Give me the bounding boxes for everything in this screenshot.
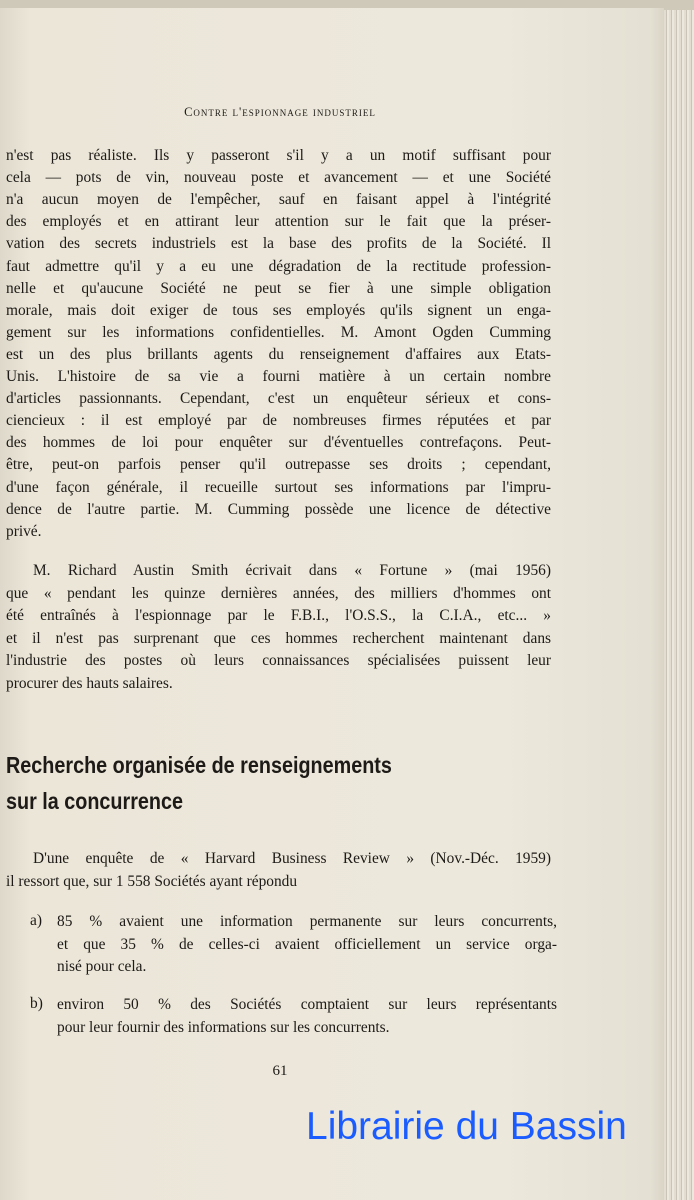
text-line: privé.: [6, 522, 42, 540]
text-line: et il n'est pas surprenant que ces hommes recherchent maintenant dans: [6, 629, 551, 647]
text-line: D'une enquête de « Harvard Business Review » (Nov.-Déc. 1959): [33, 850, 551, 867]
text-line: est un des plus brillants agents du renseignement d'affaires aux Etats-: [6, 345, 551, 363]
list-marker-a: a): [30, 912, 42, 929]
section-heading-line-1: Recherche organisée de renseignements: [6, 752, 392, 778]
text-line: ciencieux : il est employé par de nombreuses firmes réputées et par: [6, 412, 551, 430]
text-line: été entraînés à l'espionnage par le F.B.I., l'O.S.S., la C.I.A., etc... »: [6, 607, 551, 625]
text-line: d'articles passionnants. Cependant, c'est un enquêteur sérieux et cons-: [6, 390, 551, 408]
text-line: morale, mais doit exiger de tous ses employés qu'ils signent un enga-: [6, 301, 551, 319]
text-line: et que 35 % de celles-ci avaient officiellement un service orga-: [57, 935, 557, 953]
watermark: Librairie du Bassin: [306, 1105, 627, 1148]
text-line: faut admettre qu'il y a eu une dégradation de la rectitude profession-: [6, 257, 551, 275]
page-stack-edge: [664, 10, 694, 1200]
page-number: 61: [272, 1063, 288, 1079]
running-head: Contre l'espionnage industriel: [184, 105, 376, 119]
text-line: environ 50 % des Sociétés comptaient sur leurs représentants: [57, 996, 557, 1013]
text-line: des hommes de loi pour enquêter sur d'éventuelles contrefaçons. Peut-: [6, 434, 551, 452]
text-line: 85 % avaient une information permanente sur leurs concurrents,: [57, 913, 557, 930]
text-line: procurer des hauts salaires.: [6, 675, 173, 692]
text-line: l'industrie des postes où leurs connaissances spécialisées puissent leur: [6, 652, 551, 670]
text-line: n'est pas réaliste. Ils y passeront s'il y a un motif suffisant pour: [6, 147, 551, 164]
text-line: nelle et qu'aucune Société ne peut se fier à une simple obligation: [6, 279, 551, 297]
text-line: pour leur fournir des informations sur les concurrents.: [57, 1018, 390, 1036]
list-marker-b: b): [30, 995, 43, 1012]
text-line: M. Richard Austin Smith écrivait dans « Fortune » (mai 1956): [33, 562, 551, 579]
text-line: dence de l'autre partie. M. Cumming possède une licence de détective: [6, 500, 551, 518]
text-line: il ressort que, sur 1 558 Sociétés ayant répondu: [6, 872, 298, 890]
text-line: gement sur les informations confidentielles. M. Amont Ogden Cumming: [6, 323, 551, 341]
text-line: que « pendant les quinze dernières années, des milliers d'hommes ont: [6, 584, 551, 602]
text-line: être, peut-on parfois penser qu'il outrepasse ses droits ; cependant,: [6, 456, 551, 474]
text-line: cela — pots de vin, nouveau poste et avancement — et une Société: [6, 169, 551, 187]
text-line: des employés et en attirant leur attention sur le fait que la préser-: [6, 213, 551, 231]
section-heading-line-2: sur la concurrence: [6, 788, 183, 814]
text-line: n'a aucun moyen de l'empêcher, sauf en faisant appel à l'intégrité: [6, 191, 551, 209]
text-line: nisé pour cela.: [57, 958, 147, 975]
text-line: Unis. L'histoire de sa vie a fourni matière à un certain nombre: [6, 368, 551, 385]
text-line: d'une façon générale, il recueille surtout ses informations par l'impru-: [6, 478, 551, 496]
text-line: vation des secrets industriels est la base des profits de la Société. Il: [6, 235, 551, 253]
